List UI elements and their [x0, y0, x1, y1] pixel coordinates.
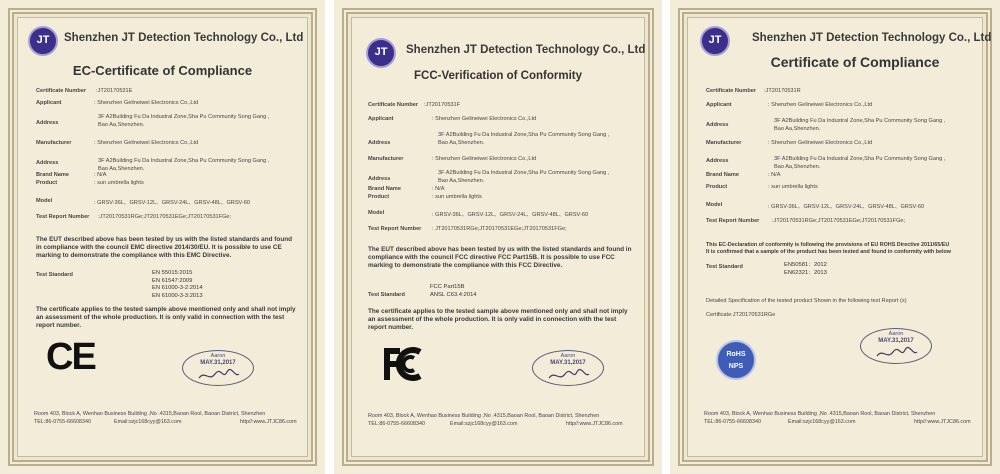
- rohs-badge-text: RoHS: [726, 351, 746, 358]
- signature-icon: [875, 346, 919, 360]
- manufacturer-label: Manufacturer: [36, 140, 72, 146]
- compliance-statement: [36, 236, 292, 260]
- address-label-2: Address: [36, 160, 59, 166]
- product-label: Product: [706, 184, 728, 190]
- address2-line-2: Bao Aa,Shenzhen.: [774, 164, 821, 170]
- standard-label: Test Standard: [368, 292, 405, 298]
- statement-line: The certificate applies to the tested sample above mentioned only and shall not imply: [368, 308, 628, 315]
- model-label: Model: [36, 198, 53, 204]
- cert-number-label: Certificate Number: [706, 88, 757, 94]
- address-line-1: 3F A2Building Fu Da Industral Zone,Sha Pu Community Song Gang ,: [774, 118, 946, 124]
- manufacturer-value: : Shenzhen Gelineiwei Electronics Co.,Ltd: [768, 140, 873, 146]
- address2-line-2: Bao Aa,Shenzhen.: [98, 166, 145, 172]
- brand-value: : N/A: [432, 186, 445, 192]
- jt-logo-icon: JT: [366, 38, 396, 68]
- footer-contacts: [704, 418, 971, 426]
- signature-stamp: [182, 350, 254, 386]
- address-line-2: Bao Aa,Shenzhen.: [98, 122, 145, 128]
- model-label: Model: [706, 202, 723, 208]
- report-value: :JT20170531RGe;JT20170531EGe;JT20170531FGe;: [772, 218, 906, 224]
- footer: [34, 410, 297, 426]
- standard-item: ANSL C63.4:2014: [430, 291, 477, 298]
- model-value: : GRSV-36L、GRSV-12L、GRSV-24L、GRSV-48L、GRSV-60: [432, 212, 589, 218]
- address-line-1: 3F A2Building Fu Da Industral Zone,Sha Pu Community Song Gang ,: [438, 132, 610, 138]
- certificate-header: [22, 26, 303, 62]
- address-line-1: 3F A2Building Fu Da Industral Zone,Sha Pu Community Song Gang ,: [98, 114, 270, 120]
- signature-stamp: [860, 328, 932, 364]
- signature-icon: [547, 368, 591, 382]
- brand-label: Brand Name: [368, 186, 401, 192]
- compliance-statement: [368, 246, 631, 270]
- address-label-2: Address: [368, 176, 391, 182]
- product-value: : sun umbrella lights: [432, 194, 482, 200]
- company-name: Shenzhen JT Detection Technology Co., Ltd: [64, 32, 304, 44]
- standard-item: EN62321：2013: [784, 269, 827, 276]
- address-label: Address: [36, 120, 59, 126]
- footer-email: Email:szjc168cyy@163.com: [788, 419, 856, 425]
- signature-icon: [197, 368, 241, 382]
- certificate-rohs: [670, 0, 1000, 474]
- applicant-label: Applicant: [706, 102, 732, 108]
- footer: [368, 412, 623, 428]
- statement-line: marking to demonstrate the compliance with this FCC Directive.: [368, 262, 563, 269]
- statement-line: The EUT described above has been tested by us with the listed standards and found: [36, 236, 293, 243]
- statement-line: report number.: [36, 322, 82, 329]
- stamp-date: MAY.31,2017: [200, 360, 236, 366]
- stamp-name: Aaron: [560, 353, 576, 359]
- model-value: : GRSV-36L、GRSV-12L、GRSV-24L、GRSV-48L、GRSV-60: [94, 200, 251, 206]
- footer-website: http//:www.JTJC86.com: [566, 421, 623, 427]
- cert-number-value: :JT20170531F: [424, 102, 461, 108]
- report-label: Test Report Number: [368, 226, 422, 232]
- model-label: Model: [368, 210, 385, 216]
- report-label: Test Report Number: [36, 214, 90, 220]
- nps-badge-text: NPS: [728, 363, 744, 370]
- applicant-value: : Shenzhen Gelineiwei Electronics Co.,Ltd: [94, 100, 199, 106]
- standard-list: [152, 270, 203, 300]
- address-label: Address: [368, 140, 391, 146]
- certificate-body: [22, 22, 303, 452]
- standard-label: Test Standard: [36, 272, 73, 278]
- validity-statement: [36, 306, 296, 330]
- brand-label: Brand Name: [36, 172, 69, 178]
- footer-email: Email:szjc168cyy@163.com: [114, 419, 182, 425]
- statement-line: marking to demonstrate the compliance with this EMC Directive.: [36, 252, 232, 259]
- footer: [704, 410, 971, 426]
- validity-statement: [368, 308, 628, 332]
- certificate-ce: [0, 0, 325, 474]
- footer-address: Room 403, Block A, Wenhao Business Building ,No .4315,Baoan Rool, Baoan District, Shenzhen: [704, 411, 936, 417]
- footer-tel: TEL:86-0755-66608340: [704, 419, 761, 425]
- standard-item: EN50581：2012: [784, 262, 827, 268]
- product-value: : sun umbrella lights: [768, 184, 818, 190]
- footer-contacts: [368, 420, 623, 428]
- statement-line: The EUT described above has been tested by us with the listed standards and found in: [368, 246, 632, 253]
- report-label: Test Report Number: [706, 218, 760, 224]
- manufacturer-label: Manufacturer: [706, 140, 742, 146]
- product-label: Product: [36, 180, 58, 186]
- address2-line-1: 3F A2Building Fu Da Industral Zone,Sha Pu Community Song Gang ,: [438, 170, 610, 176]
- certificate-header: [356, 38, 646, 74]
- footer-tel: TEL:86-0755-66608340: [34, 419, 91, 425]
- certificate-body: [692, 22, 992, 452]
- rohs-badge-icon: [716, 340, 756, 380]
- statement-line: an assessment of the whole production. It is only valid in connection with the test: [368, 316, 617, 323]
- report-value: : JT20170531RGe;JT20170531EGe;JT20170531FGe;: [432, 226, 567, 232]
- spec-certificate: Certificate:JT20170531RGe: [706, 312, 776, 318]
- footer-address: Room 403, Block A, Wenhao Business Building ,No .4315,Baoan Rool, Baoan District, Shenzhen: [34, 411, 266, 417]
- statement-line: The certificate applies to the tested sample above mentioned only and shall not imply: [36, 306, 296, 313]
- standard-item: EN 55015:2015: [152, 270, 193, 276]
- footer-email: Email:szjc168cyy@163.com: [450, 421, 518, 427]
- company-name: Shenzhen JT Detection Technology Co., Ltd: [752, 32, 992, 44]
- compliance-statement: [706, 242, 951, 256]
- company-name: Shenzhen JT Detection Technology Co., Ltd: [406, 44, 646, 56]
- statement-line: in compliance with the council EMC directive 2014/30/EU. It is possible to use CE: [36, 244, 282, 251]
- manufacturer-value: : Shenzhen Gelineiwei Electronics Co.,Ltd: [94, 140, 199, 146]
- product-value: : sun umbrella lights: [94, 180, 144, 186]
- footer-website: http//:www.JTJC86.com: [240, 419, 297, 425]
- cert-number-label: Certificate Number: [368, 102, 419, 108]
- address-label-2: Address: [706, 158, 729, 164]
- product-label: Product: [368, 194, 390, 200]
- cert-number-value: :JT20170531E: [96, 88, 133, 94]
- standard-item: EN 61000-3-2:2014: [152, 285, 203, 291]
- applicant-value: : Shenzhen Gelineiwei Electronics Co.,Ltd: [768, 102, 873, 108]
- address-line-2: Bao Aa,Shenzhen.: [774, 126, 821, 132]
- stamp-name: Aaron: [210, 353, 226, 359]
- statement-line: compliance with the council FCC directive FCC Part15B. It is possible to use FCC: [368, 254, 615, 261]
- certificate-title: Certificate of Compliance: [770, 54, 940, 70]
- jt-logo-icon: JT: [700, 26, 730, 56]
- ce-mark-icon: CE: [46, 336, 95, 378]
- standard-item: EN 61000-3-3:2013: [152, 292, 203, 299]
- spec-line: Detailed Specification of the tested product Shown in the following test Report (s): [706, 298, 907, 304]
- jt-logo-icon: JT: [28, 26, 58, 56]
- brand-value: : N/A: [94, 172, 107, 178]
- standard-item: FCC Part15B: [430, 284, 465, 290]
- footer-tel: TEL:86-0755-66608340: [368, 421, 425, 427]
- model-value: : GRSV-36L、GRSV-12L、GRSV-24L、GRSV-48L、GRSV-60: [768, 204, 925, 210]
- statement-line: an assessment of the whole production. It is only valid in connection with the test: [36, 314, 285, 321]
- address2-line-1: 3F A2Building Fu Da Industral Zone,Sha Pu Community Song Gang ,: [774, 156, 946, 162]
- certificate-title: EC-Certificate of Compliance: [72, 63, 253, 78]
- report-value: :JT20170531RGe;JT20170531EGe;JT20170531FGe;: [98, 214, 232, 220]
- standard-list: [784, 262, 827, 277]
- fcc-logo-icon: [380, 344, 424, 384]
- stamp-date: MAY.31,2017: [878, 338, 914, 344]
- address-line-2: Bao Aa,Shenzhen.: [438, 140, 485, 146]
- address-label: Address: [706, 122, 729, 128]
- stamp-date: MAY.31,2017: [550, 360, 586, 366]
- manufacturer-label: Manufacturer: [368, 156, 404, 162]
- applicant-label: Applicant: [368, 116, 394, 122]
- statement-line: This EC-Declaration of conformity is following the provisions of EU ROHS Directive 2011/65/EU: [706, 242, 950, 248]
- stamp-name: Aaron: [888, 331, 904, 337]
- statement-line: It is confirmed that a sample of the product has been tested and found in conformity with below: [706, 249, 951, 255]
- address2-line-1: 3F A2Building Fu Da Industral Zone,Sha Pu Community Song Gang ,: [98, 158, 270, 164]
- standard-label: Test Standard: [706, 264, 743, 270]
- standard-item: EN 61547:2009: [152, 277, 193, 284]
- certificate-body: [356, 22, 646, 452]
- standard-list: [430, 284, 477, 299]
- manufacturer-value: : Shenzhen Gelineiwei Electronics Co.,Ltd: [432, 156, 537, 162]
- cert-number-label: Certificate Number: [36, 88, 87, 94]
- brand-label: Brand Name: [706, 172, 739, 178]
- footer-website: http//:www.JTJC86.com: [914, 419, 971, 425]
- certificate-fcc: [334, 0, 662, 474]
- footer-contacts: [34, 418, 297, 426]
- brand-value: : N/A: [768, 172, 781, 178]
- certificate-title: FCC-Verification of Conformity: [413, 70, 583, 82]
- statement-line: report number.: [368, 324, 414, 331]
- address2-line-2: Bao Aa,Shenzhen.: [438, 178, 485, 184]
- cert-number-value: :JT20170531R: [764, 88, 801, 94]
- applicant-value: : Shenzhen Gelineiwei Electronics Co.,Ltd: [432, 116, 537, 122]
- applicant-label: Applicant: [36, 100, 62, 106]
- signature-stamp: [532, 350, 604, 386]
- footer-address: Room 403, Block A, Wenhao Business Building ,No .4315,Baoan Rool, Baoan District, Shenzhen: [368, 413, 600, 419]
